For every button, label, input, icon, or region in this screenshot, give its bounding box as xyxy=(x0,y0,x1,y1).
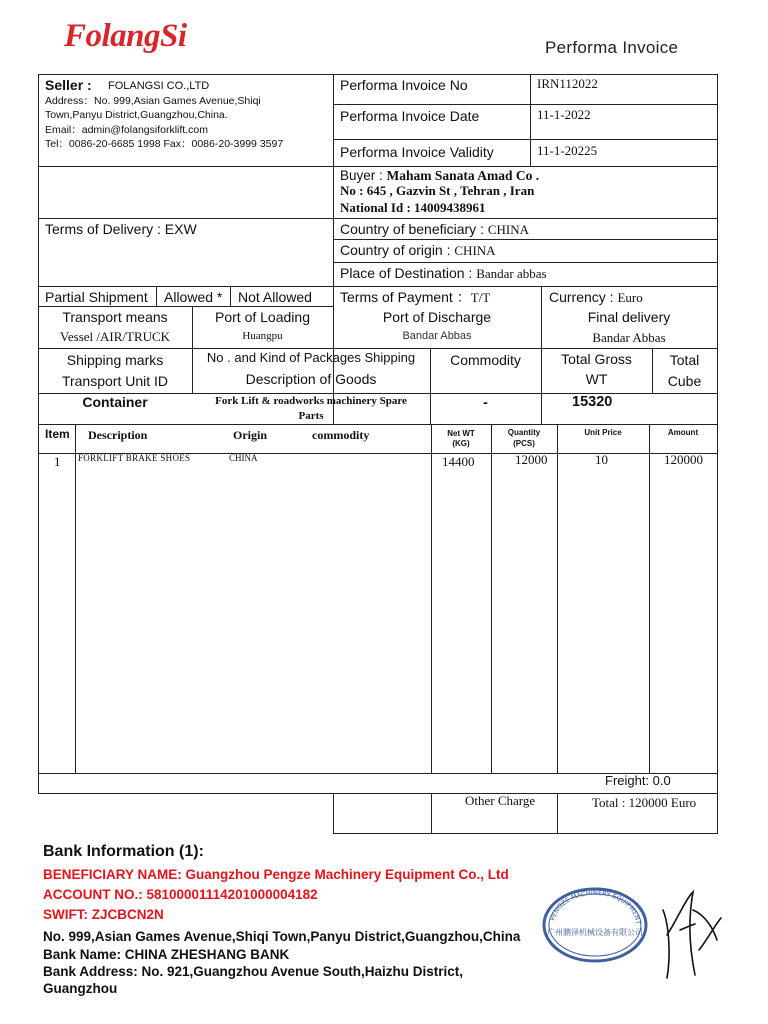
place-destination-label: Place of Destination : xyxy=(340,265,473,281)
country-origin-value: CHINA xyxy=(454,243,496,258)
goods-description-line2: Parts xyxy=(298,410,324,422)
terms-payment xyxy=(340,289,490,306)
currency-label: Currency : xyxy=(549,289,614,305)
svg-text:PENGZE MACHINERY EQUIPMENT xyxy=(548,889,642,925)
packages-label-line2: Description of Goods xyxy=(245,371,377,387)
seller-address-line2: Town,Panyu District,Guangzhou,China. xyxy=(45,109,228,121)
row-net-weight: 14400 xyxy=(442,454,475,469)
country-origin-label: Country of origin : xyxy=(340,242,451,258)
shipping-marks-label: Shipping marks xyxy=(66,352,164,368)
row-origin: CHINA xyxy=(229,453,258,463)
total-cube-label-line2: Cube xyxy=(667,373,702,389)
row-description: FORKLIFT BRAKE SHOES xyxy=(78,453,191,463)
invoice-date-value: 11-1-2022 xyxy=(537,107,591,122)
items-header-net-line2: (KG) xyxy=(452,439,470,448)
company-logo: FolangSi xyxy=(64,18,187,54)
total-gross-value: 15320 xyxy=(572,394,613,410)
partial-shipment-not-allowed: Not Allowed xyxy=(238,289,312,305)
terms-payment-value: T/T xyxy=(470,290,491,305)
items-header-amount: Amount xyxy=(667,428,699,437)
items-header-unit-price: Unit Price xyxy=(584,428,622,437)
port-loading-value: Huangpu xyxy=(242,330,283,342)
invoice-date-label: Performa Invoice Date xyxy=(340,108,480,124)
invoice-validity-label: Performa Invoice Validity xyxy=(340,144,494,160)
transport-means-label: Transport means xyxy=(62,309,168,325)
bank-address-line1: Bank Address: No. 921,Guangzhou Avenue South,Haizhu District, xyxy=(43,964,464,979)
row-quantity: 12000 xyxy=(515,452,548,467)
freight: Freight: 0.0 xyxy=(605,773,671,788)
bank-beneficiary: BENEFICIARY NAME: Guangzhou Pengze Machinery Equipment Co., Ltd xyxy=(43,867,509,882)
seller-email: Email：admin@folangsiforklift.com xyxy=(45,124,208,136)
buyer-line1 xyxy=(340,168,539,184)
bank-info-title: Bank Information (1): xyxy=(43,843,204,860)
company-stamp-icon xyxy=(540,885,650,965)
transport-unit-label: Transport Unit ID xyxy=(61,373,169,389)
seller-tel-fax: Tel：0086-20-6685 1998 Fax：0086-20-3999 3597 xyxy=(45,138,284,150)
container-label: Container xyxy=(82,394,148,410)
row-item-no: 1 xyxy=(54,454,61,469)
final-delivery-value: Bandar Abbas xyxy=(592,330,666,345)
signature-icon xyxy=(655,880,725,985)
packages-label-line1: No . and Kind of Packages Shipping xyxy=(206,350,416,365)
items-header-qty-line1: Quantity xyxy=(507,428,541,437)
document-title: Performa Invoice xyxy=(545,38,679,57)
goods-description-line1: Fork Lift & roadworks machinery Spare xyxy=(215,395,407,407)
currency xyxy=(549,289,643,306)
seller-name: FOLANGSI CO.,LTD xyxy=(108,80,210,92)
country-beneficiary-value: CHINA xyxy=(487,222,530,237)
buyer-label: Buyer : xyxy=(340,168,383,183)
invoice-no-label: Performa Invoice No xyxy=(340,77,468,93)
stamp-arc-text: PENGZE MACHINERY EQUIPMENT xyxy=(548,888,643,925)
currency-value: Euro xyxy=(617,290,643,305)
buyer-address: No : 645 , Gazvin St , Tehran , Iran xyxy=(340,183,535,198)
partial-shipment-label: Partial Shipment xyxy=(45,289,148,305)
place-destination xyxy=(340,265,547,282)
place-destination-value: Bandar abbas xyxy=(476,266,547,281)
row-amount: 120000 xyxy=(664,452,703,467)
terms-payment-label: Terms of Payment ： xyxy=(340,289,471,305)
stamp-center-text: 广州鹏泽机械设备有限公司 xyxy=(547,928,643,937)
buyer-national-id: National Id : 14009438961 xyxy=(340,200,486,215)
terms-of-delivery: Terms of Delivery : EXW xyxy=(45,221,197,237)
seller-address-line1: Address：No. 999,Asian Games Avenue,Shiqi xyxy=(45,95,261,107)
bank-address-line2: Guangzhou xyxy=(43,981,118,996)
port-discharge-label: Port of Discharge xyxy=(382,309,492,325)
total-gross-label-line2: WT xyxy=(585,371,608,387)
bank-beneficiary-address: No. 999,Asian Games Avenue,Shiqi Town,Panyu District,Guangzhou,China xyxy=(43,929,521,944)
items-header-item: Item xyxy=(45,427,70,441)
country-beneficiary-label: Country of beneficiary : xyxy=(340,221,484,237)
country-origin xyxy=(340,242,496,259)
commodity-value: - xyxy=(483,394,488,410)
buyer-name: Maham Sanata Amad Co . xyxy=(386,168,540,183)
port-discharge-value: Bandar Abbas xyxy=(402,330,472,342)
port-loading-label: Port of Loading xyxy=(215,309,310,325)
items-header-net-line1: Net WT xyxy=(447,429,475,438)
total-cube-label-line1: Total xyxy=(669,352,700,368)
invoice-validity-value: 11-1-20225 xyxy=(537,143,598,158)
items-header-qty-line2: (PCS) xyxy=(513,439,535,448)
bank-account: ACCOUNT NO.: 58100001114201000004182 xyxy=(43,887,318,902)
other-charge-label: Other Charge xyxy=(465,793,536,808)
seller-label: Seller : xyxy=(45,77,92,93)
commodity-label: Commodity xyxy=(450,352,521,368)
country-beneficiary xyxy=(340,221,529,238)
items-header-origin: Origin xyxy=(233,428,268,442)
row-unit-price: 10 xyxy=(595,452,608,467)
bank-name: Bank Name: CHINA ZHESHANG BANK xyxy=(43,947,290,962)
items-header-description: Description xyxy=(88,428,148,442)
invoice-no-value: IRN112022 xyxy=(537,76,598,91)
transport-means-value: Vessel /AIR/TRUCK xyxy=(59,329,171,344)
total-gross-label-line1: Total Gross xyxy=(561,351,632,367)
bank-swift: SWIFT: ZJCBCN2N xyxy=(43,907,164,922)
final-delivery-label: Final delivery xyxy=(587,309,671,325)
items-header-commodity: commodity xyxy=(312,428,370,442)
grand-total: Total : 120000 Euro xyxy=(592,795,697,810)
partial-shipment-allowed: Allowed * xyxy=(164,289,223,305)
